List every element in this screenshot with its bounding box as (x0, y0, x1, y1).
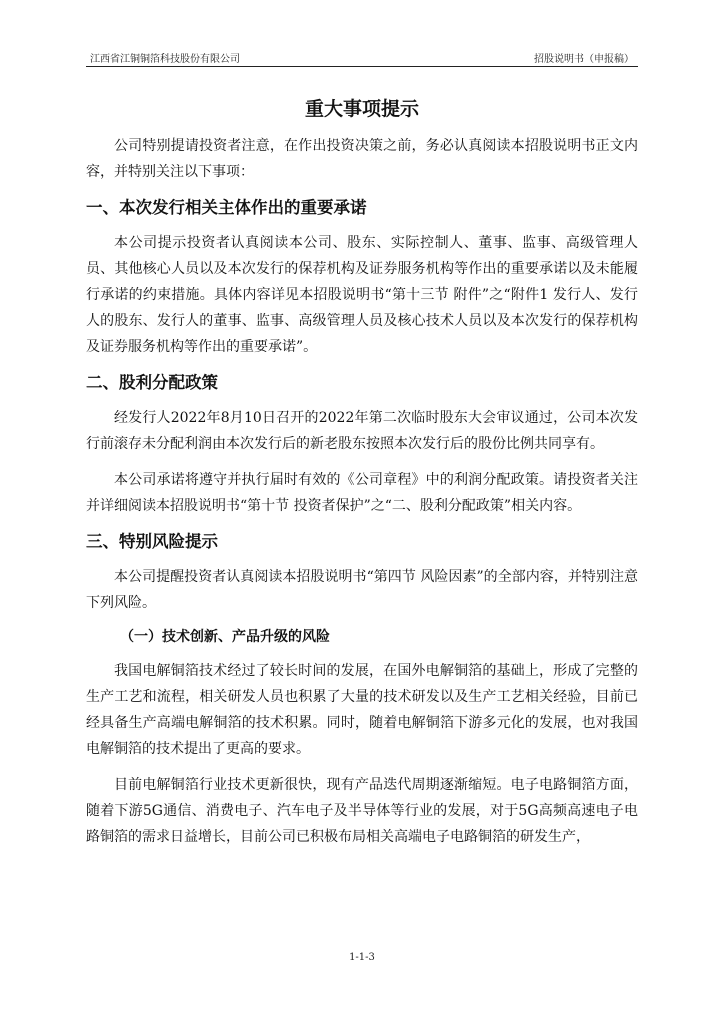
section-1-paragraph-1: 本公司提示投资者认真阅读本公司、股东、实际控制人、董事、监事、高级管理人员、其他核心人员以及本次发行的保荐机构及证券服务机构等作出的重要承诺以及未能履行承诺的约束措施。具体内容详见本招股说明书“第十三节 附件”之“附件1 发行人、发行人的股东、发行人的董事、监事、高级管理人员及核心技术人员以及本次发行的保荐机构及证券服务机构等作出的重要承诺”。 (86, 235, 638, 355)
section-2-paragraph-1: 经发行人2022年8月10日召开的2022年第二次临时股东大会审议通过，公司本次发行前滚存未分配利润由本次发行后的新老股东按照本次发行后的股份比例共同享有。 (86, 410, 638, 452)
section-2-heading: 二、股利分配政策 (86, 373, 218, 392)
subsection-1-heading: （一）技术创新、产品升级的风险 (120, 629, 330, 645)
subsection-1-paragraph-1: 我国电解铜箔技术经过了较长时间的发展，在国外电解铜箔的基础上，形成了完整的生产工艺和流程，相关研发人员也积累了大量的技术研发以及生产工艺相关经验，目前已经具备生产高端电解铜箔的技术积累。同时，随着电解铜箔下游多元化的发展，也对我国电解铜箔的技术提出了更高的要求。 (86, 663, 638, 757)
header-company: 江西省江铜铜箔科技股份有限公司 (90, 54, 240, 65)
page-title: 重大事项提示 (304, 98, 419, 120)
page-header (86, 50, 638, 64)
page-body (86, 96, 638, 850)
page-number: 1-1-3 (349, 952, 375, 963)
section-2-paragraph-2: 本公司承诺将遵守并执行届时有效的《公司章程》中的利润分配政策。请投资者关注并详细阅读本招股说明书“第十节 投资者保护”之“二、股利分配政策”相关内容。 (86, 472, 638, 514)
section-1-heading: 一、本次发行相关主体作出的重要承诺 (86, 198, 367, 217)
header-rule (86, 66, 638, 67)
section-3-paragraph-1: 本公司提醒投资者认真阅读本招股说明书“第四节 风险因素”的全部内容，并特别注意下列风险。 (86, 569, 638, 611)
section-3-heading: 三、特别风险提示 (86, 532, 218, 551)
subsection-1-paragraph-2: 目前电解铜箔行业技术更新很快，现有产品迭代周期逐渐缩短。电子电路铜箔方面，随着下游5G通信、消费电子、汽车电子及半导体等行业的发展，对于5G高频高速电子电路铜箔的需求日益增长，目前公司已积极布局相关高端电子电路铜箔的研发生产， (86, 777, 638, 845)
header-doc-type: 招股说明书（申报稿） (534, 54, 634, 65)
intro-paragraph: 公司特别提请投资者注意，在作出投资决策之前，务必认真阅读本招股说明书正文内容，并特别关注以下事项： (86, 138, 638, 180)
